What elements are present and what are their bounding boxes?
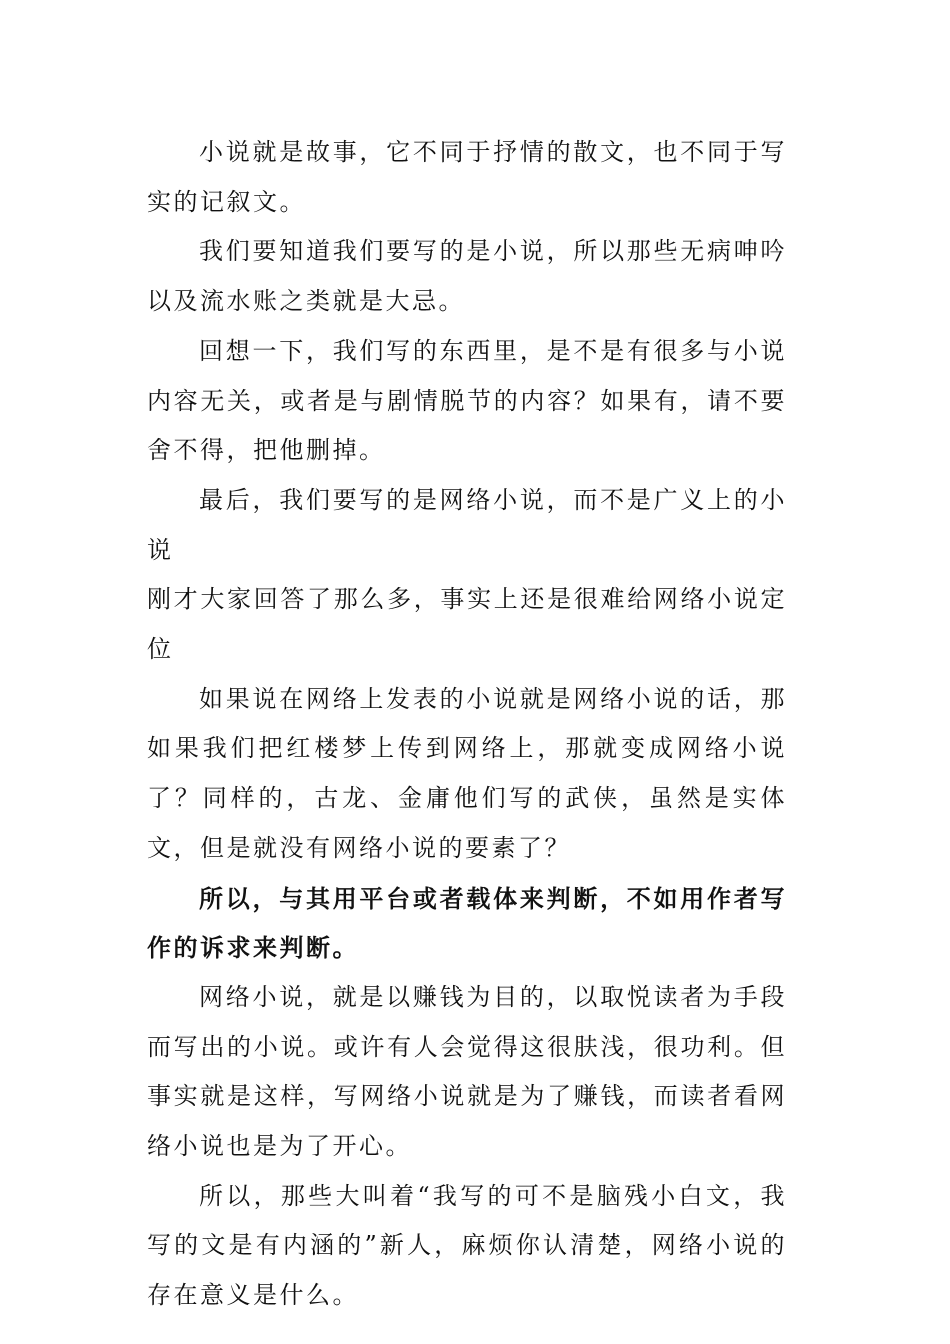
document-body — [147, 128, 787, 1321]
paragraph: 所以，那些大叫着“我写的可不是脑残小白文，我写的文是有内涵的”新人，麻烦你认清楚，网络小说的存在意义是什么。 — [147, 1181, 787, 1310]
paragraph: 刚才大家回答了那么多，事实上还是很难给网络小说定位 — [147, 585, 787, 664]
paragraph: 如果说在网络上发表的小说就是网络小说的话，那如果我们把红楼梦上传到网络上，那就变成网络小说了？同样的，古龙、金庸他们写的武侠，虽然是实体文，但是就没有网络小说的要素了？ — [147, 684, 787, 862]
paragraph: 最后，我们要写的是网络小说，而不是广义上的小说 — [147, 485, 787, 564]
paragraph-emphasis: 所以，与其用平台或者载体来判断，不如用作者写作的诉求来判断。 — [147, 883, 787, 963]
paragraph: 网络小说，就是以赚钱为目的，以取悦读者为手段而写出的小说。或许有人会觉得这很肤浅，很功利。但事实就是这样，写网络小说就是为了赚钱，而读者看网络小说也是为了开心。 — [147, 982, 787, 1161]
paragraph: 小说就是故事，它不同于抒情的散文，也不同于写实的记叙文。 — [147, 138, 787, 216]
paragraph: 我们要知道我们要写的是小说，所以那些无病呻吟以及流水账之类就是大忌。 — [147, 237, 787, 316]
paragraph: 回想一下，我们写的东西里，是不是有很多与小说内容无关，或者是与剧情脱节的内容？如果有，请不要舍不得，把他删掉。 — [147, 336, 787, 465]
